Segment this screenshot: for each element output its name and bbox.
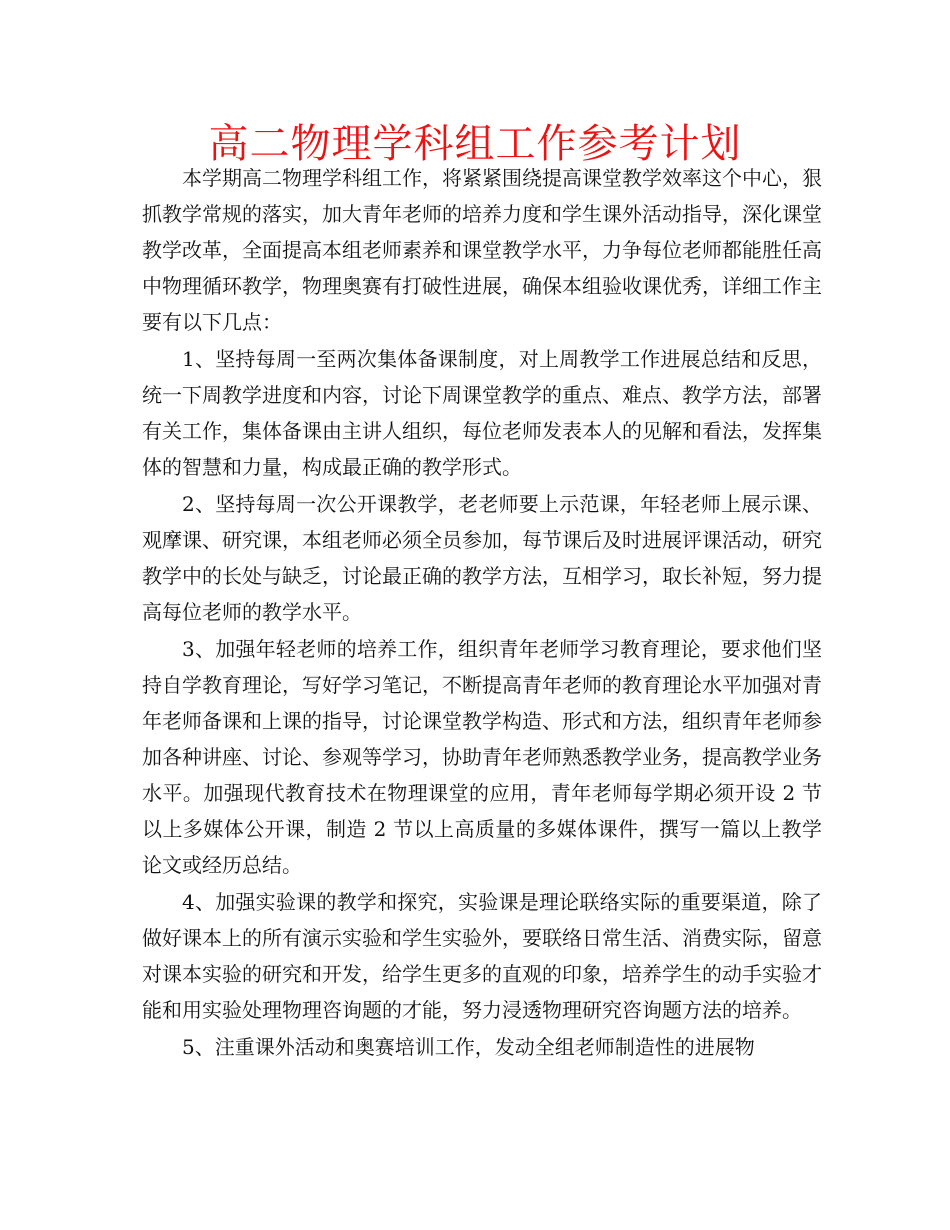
item-5-paragraph: 5、注重课外活动和奥赛培训工作，发动全组老师制造性的进展物 <box>182 1035 755 1059</box>
document-body <box>142 160 822 1065</box>
item-2-paragraph: 2、坚持每周一次公开课教学，老老师要上示范课，年轻老师上展示课、观摩课、研究课，本组老师必须全员参加，每节课后及时进展评课活动，研究教学中的长处与缺乏，讨论最正确的教学方法，互相学习，取长补短，努力提高每位老师的教学水平。 <box>142 492 822 624</box>
item-4-paragraph: 4、加强实验课的教学和探究，实验课是理论联络实际的重要渠道，除了做好课本上的所有演示实验和学生实验外，要联络日常生活、消费实际，留意对课本实验的研究和开发，给学生更多的直观的印象，培养学生的动手实验才能和用实验处理物理咨询题的才能，努力浸透物理研究咨询题方法的培养。 <box>142 890 822 1022</box>
document-title: 高二物理学科组工作参考计划 <box>208 121 742 167</box>
intro-paragraph: 本学期高二物理学科组工作，将紧紧围绕提高课堂教学效率这个中心，狠抓教学常规的落实，加大青年老师的培养力度和学生课外活动指导，深化课堂教学改革，全面提高本组老师素养和课堂教学水平，力争每位老师都能胜任高中物理循环教学，物理奥赛有打破性进展，确保本组验收课优秀，详细工作主要有以下几点： <box>142 166 822 334</box>
item-3-paragraph: 3、加强年轻老师的培养工作，组织青年老师学习教育理论，要求他们坚持自学教育理论，写好学习笔记，不断提高青年老师的教育理论水平加强对青年老师备课和上课的指导，讨论课堂教学构造、形式和方法，组织青年老师参加各种讲座、讨论、参观等学习，协助青年老师熟悉教学业务，提高教学业务水平。加强现代教育技术在物理课堂的应用，青年老师每学期必须开设 2 节以上多媒体公开课，制造 2 节以上高质量的多媒体课件，撰写一篇以上教学论文或经历总结。 <box>142 637 822 877</box>
item-1-paragraph: 1、坚持每周一至两次集体备课制度，对上周教学工作进展总结和反思，统一下周教学进度和内容，讨论下周课堂教学的重点、难点、教学方法，部署有关工作，集体备课由主讲人组织，每位老师发表本人的见解和看法，发挥集体的智慧和力量，构成最正确的教学形式。 <box>142 347 822 479</box>
